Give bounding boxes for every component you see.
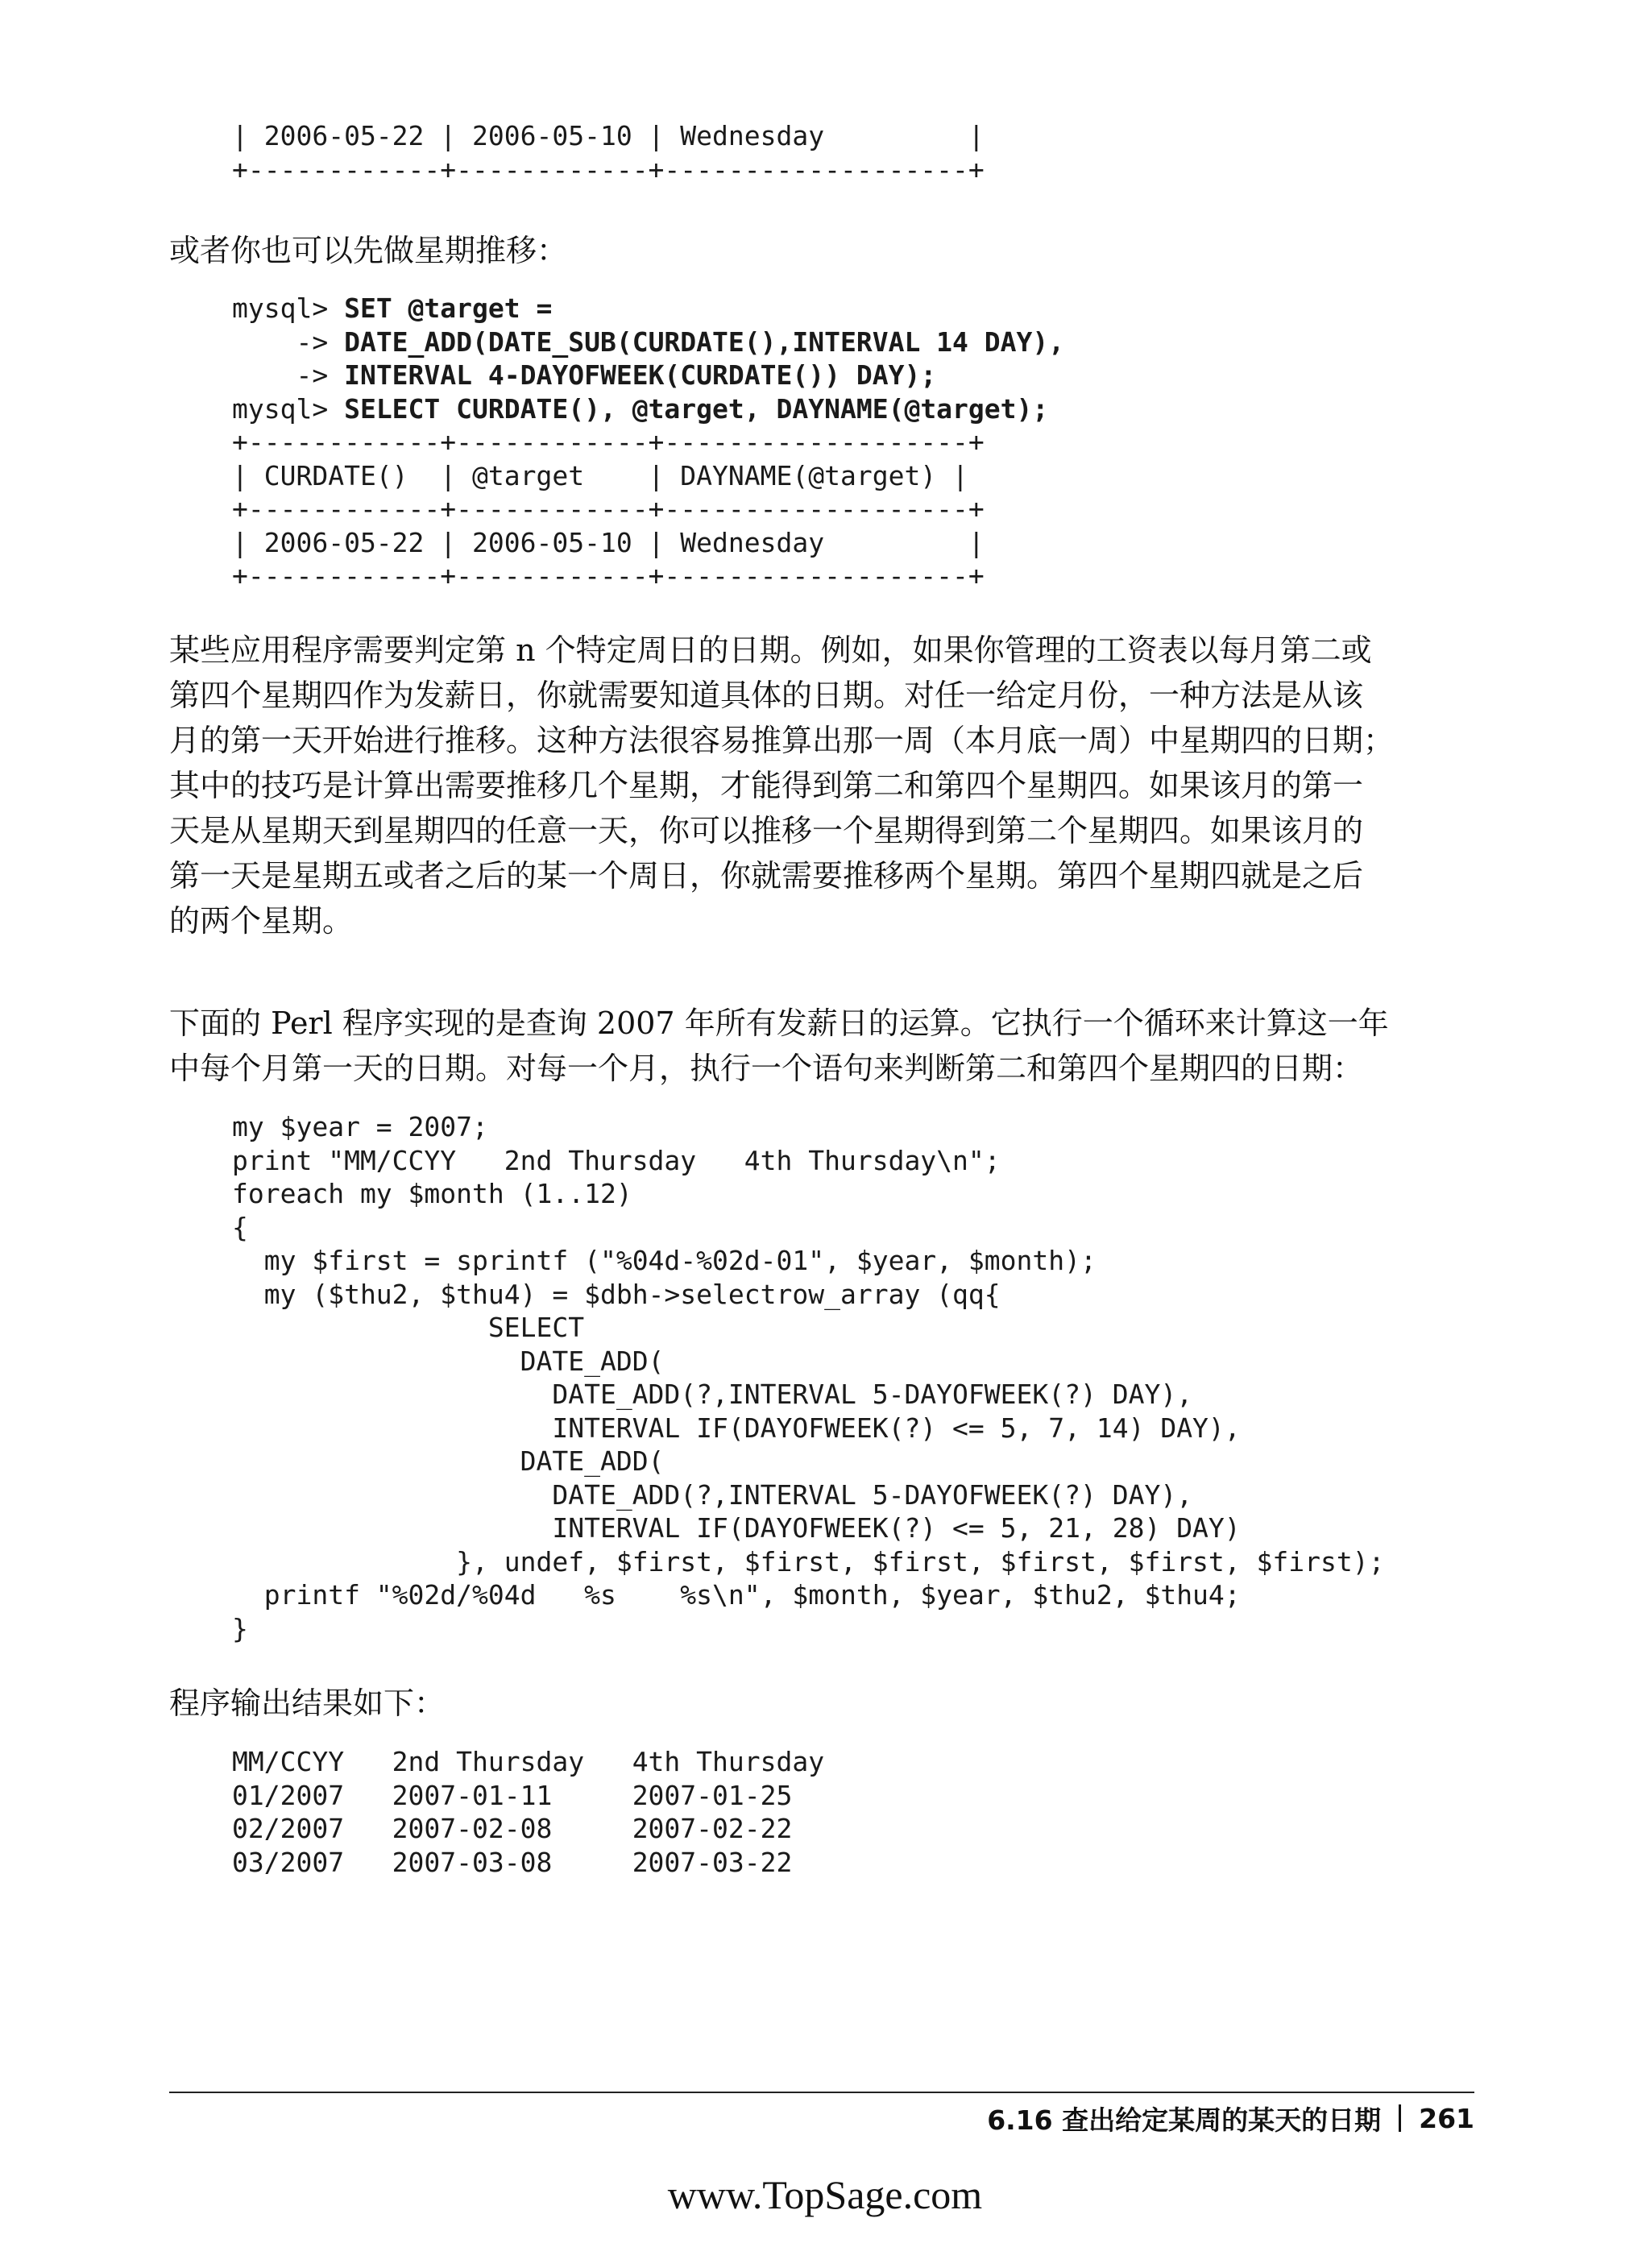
perl-code-block — [232, 1110, 1384, 1645]
sql-code-block — [232, 292, 1064, 593]
paragraph-line: 天是从星期天到星期四的任意一天，你可以推移一个星期得到第二个星期四。如果该月的 — [169, 813, 1364, 848]
paragraph-line: 月的第一天开始进行推移。这种方法很容易推算出那一周（本月底一周）中星期四的日期； — [169, 723, 1395, 758]
paragraph-line: 某些应用程序需要判定第 n 个特定周日的日期。例如，如果你管理的工资表以每月第二或 — [169, 632, 1372, 668]
page-number: 261 — [1419, 2102, 1474, 2134]
result-border-top: +------------+------------+-------------------+ — [232, 426, 985, 458]
result-border-mid: +------------+------------+-------------------+ — [232, 493, 985, 525]
running-footer — [906, 2098, 1474, 2138]
code-line: printf "%02d/%04d %s %s\n", $month, $year, $thu2, $thu4; — [232, 1579, 1241, 1611]
code-line: foreach my $month (1..12) — [232, 1178, 632, 1209]
perl-intro-paragraph — [169, 1001, 1389, 1091]
result-header: | CURDATE() | @target | DAYNAME(@target) | — [232, 459, 968, 491]
code-line: INTERVAL IF(DAYOFWEEK(?) <= 5, 7, 14) DAY), — [232, 1412, 1241, 1444]
sql-line-4: mysql> SELECT CURDATE(), @target, DAYNAME(@target); — [232, 392, 1049, 425]
paragraph-line: 中每个月第一天的日期。对每一个月，执行一个语句来判断第二和第四个星期四的日期： — [169, 1051, 1364, 1086]
code-line: my $year = 2007; — [232, 1111, 488, 1142]
paragraph-line: 其中的技巧是计算出需要推移几个星期，才能得到第二和第四个星期四。如果该月的第一 — [169, 768, 1364, 803]
intro-paragraph: 或者你也可以先做星期推移： — [169, 233, 568, 268]
code-line: }, undef, $first, $first, $first, $first, $first, $first); — [232, 1545, 1385, 1578]
code-line: SELECT — [232, 1312, 585, 1343]
output-header: MM/CCYY 2nd Thursday 4th Thursday — [232, 1746, 825, 1777]
paragraph-line: 第一天是星期五或者之后的某一个周日，你就需要推移两个星期。第四个星期四就是之后 — [169, 858, 1364, 894]
code-line: INTERVAL IF(DAYOFWEEK(?) <= 5, 21, 28) DAY) — [232, 1512, 1241, 1544]
top-table-border: +------------+------------+-------------------+ — [232, 153, 985, 185]
code-line: { — [232, 1211, 248, 1243]
footer-separator — [1399, 2104, 1401, 2132]
sql-line-3: -> INTERVAL 4-DAYOFWEEK(CURDATE()) DAY); — [232, 359, 937, 391]
sql-line-2: -> DATE_ADD(DATE_SUB(CURDATE(),INTERVAL 14 DAY), — [232, 325, 1065, 358]
output-intro-paragraph: 程序输出结果如下： — [169, 1685, 446, 1721]
code-line: my $first = sprintf ("%04d-%02d-01", $year, $month); — [232, 1245, 1097, 1276]
footer-section-title: 6.16 查出给定某周的某天的日期 — [987, 2104, 1382, 2136]
output-row: 01/2007 2007-01-11 2007-01-25 — [232, 1779, 793, 1811]
code-line: my ($thu2, $thu4) = $dbh->selectrow_array (qq{ — [232, 1278, 1001, 1310]
sql-line-1: mysql> SET @target = — [232, 292, 553, 324]
output-row: 03/2007 2007-03-08 2007-03-22 — [232, 1846, 793, 1878]
website-watermark: www.TopSage.com — [667, 2172, 983, 2217]
result-row: | 2006-05-22 | 2006-05-10 | Wednesday | — [232, 526, 985, 558]
code-line: DATE_ADD( — [232, 1445, 665, 1477]
top-table-fragment — [232, 119, 985, 186]
paragraph-line: 的两个星期。 — [169, 903, 354, 939]
footer-rule — [169, 2092, 1474, 2093]
code-line: } — [232, 1612, 248, 1644]
result-border-bottom: +------------+------------+-------------------+ — [232, 560, 985, 591]
code-line: DATE_ADD( — [232, 1345, 665, 1377]
output-row: 02/2007 2007-02-08 2007-02-22 — [232, 1813, 793, 1844]
code-line: print "MM/CCYY 2nd Thursday 4th Thursday\n"; — [232, 1144, 1001, 1176]
program-output-block — [232, 1745, 824, 1879]
code-line: DATE_ADD(?,INTERVAL 5-DAYOFWEEK(?) DAY), — [232, 1478, 1193, 1511]
top-table-row: | 2006-05-22 | 2006-05-10 | Wednesday | — [232, 120, 985, 151]
paragraph-line: 下面的 Perl 程序实现的是查询 2007 年所有发薪日的运算。它执行一个循环来计算这一年 — [169, 1005, 1389, 1041]
explanation-paragraph — [169, 628, 1394, 943]
paragraph-line: 第四个星期四作为发薪日，你就需要知道具体的日期。对任一给定月份，一种方法是从该 — [169, 678, 1364, 713]
code-line: DATE_ADD(?,INTERVAL 5-DAYOFWEEK(?) DAY), — [232, 1379, 1193, 1410]
